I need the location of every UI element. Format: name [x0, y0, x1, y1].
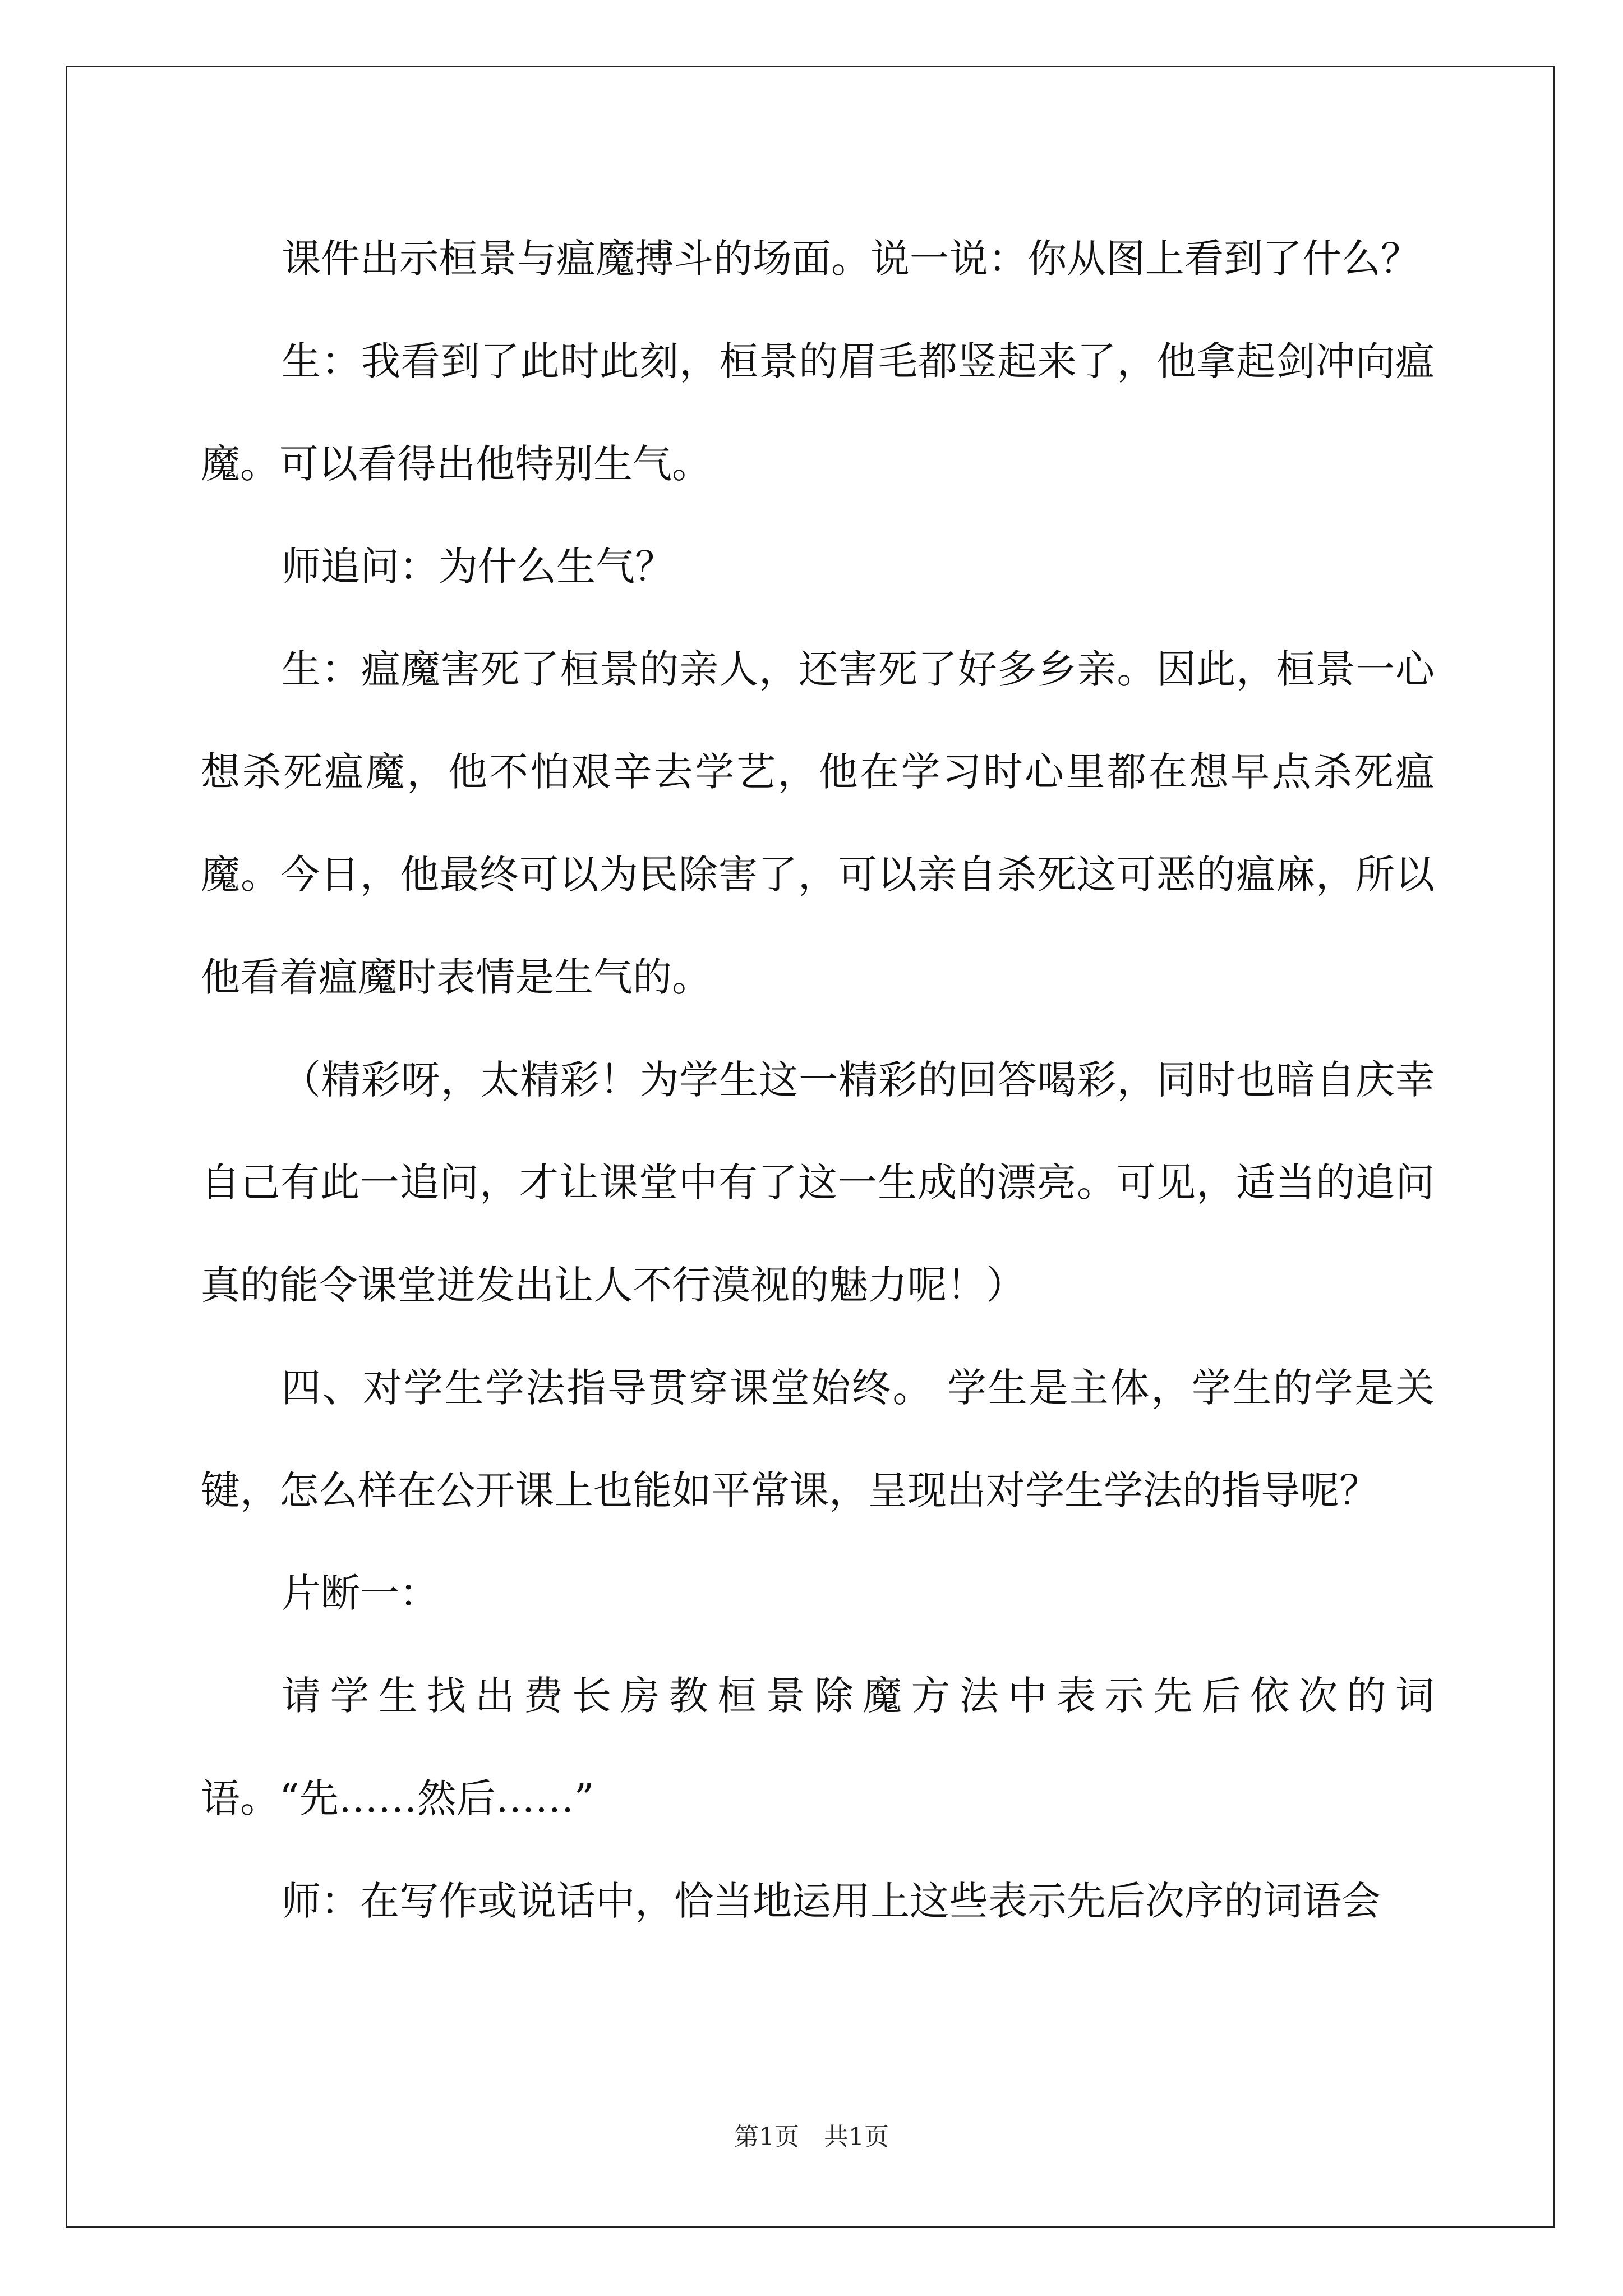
paragraph-6: 四、对学生学法指导贯穿课堂始终。 学生是主体，学生的学是关键，怎么样在公开课上也能如平常课，呈现出对学生学法的指导呢？ [201, 1365, 1435, 1513]
paragraph-3: 师追问：为什么生气？ [282, 544, 674, 590]
paragraph-8: 请学生找出费长房教桓景除魔方法中表示先后依次的词语。“先……然后……” [201, 1673, 1435, 1821]
paragraph-2: 生：我看到了此时此刻，桓景的眉毛都竖起来了，他拿起剑冲向瘟魔。可以看得出他特别生气。 [201, 338, 1435, 487]
page-footer: 第1页 共1页 [734, 2123, 889, 2151]
paragraph-5: （精彩呀，太精彩！为学生这一精彩的回答喝彩，同时也暗自庆幸自己有此一追问，才让课堂中有了这一生成的漂亮。可见，适当的追问真的能令课堂迸发出让人不行漠视的魅力呢！） [201, 1057, 1435, 1308]
paragraph-1: 课件出示桓景与瘟魔搏斗的场面。说一说：你从图上看到了什么？ [282, 236, 1420, 282]
document-body [201, 208, 1435, 1953]
paragraph-4: 生：瘟魔害死了桓景的亲人，还害死了好多乡亲。因此，桓景一心想杀死瘟魔，他不怕艰辛去学艺，他在学习时心里都在想早点杀死瘟魔。今日，他最终可以为民除害了，可以亲自杀死这可恶的瘟麻，所以他看着瘟魔时表情是生气的。 [201, 646, 1435, 1000]
paragraph-7: 片断一： [282, 1570, 439, 1616]
paragraph-9: 师：在写作或说话中，恰当地运用上这些表示先后次序的词语会 [282, 1878, 1381, 1924]
